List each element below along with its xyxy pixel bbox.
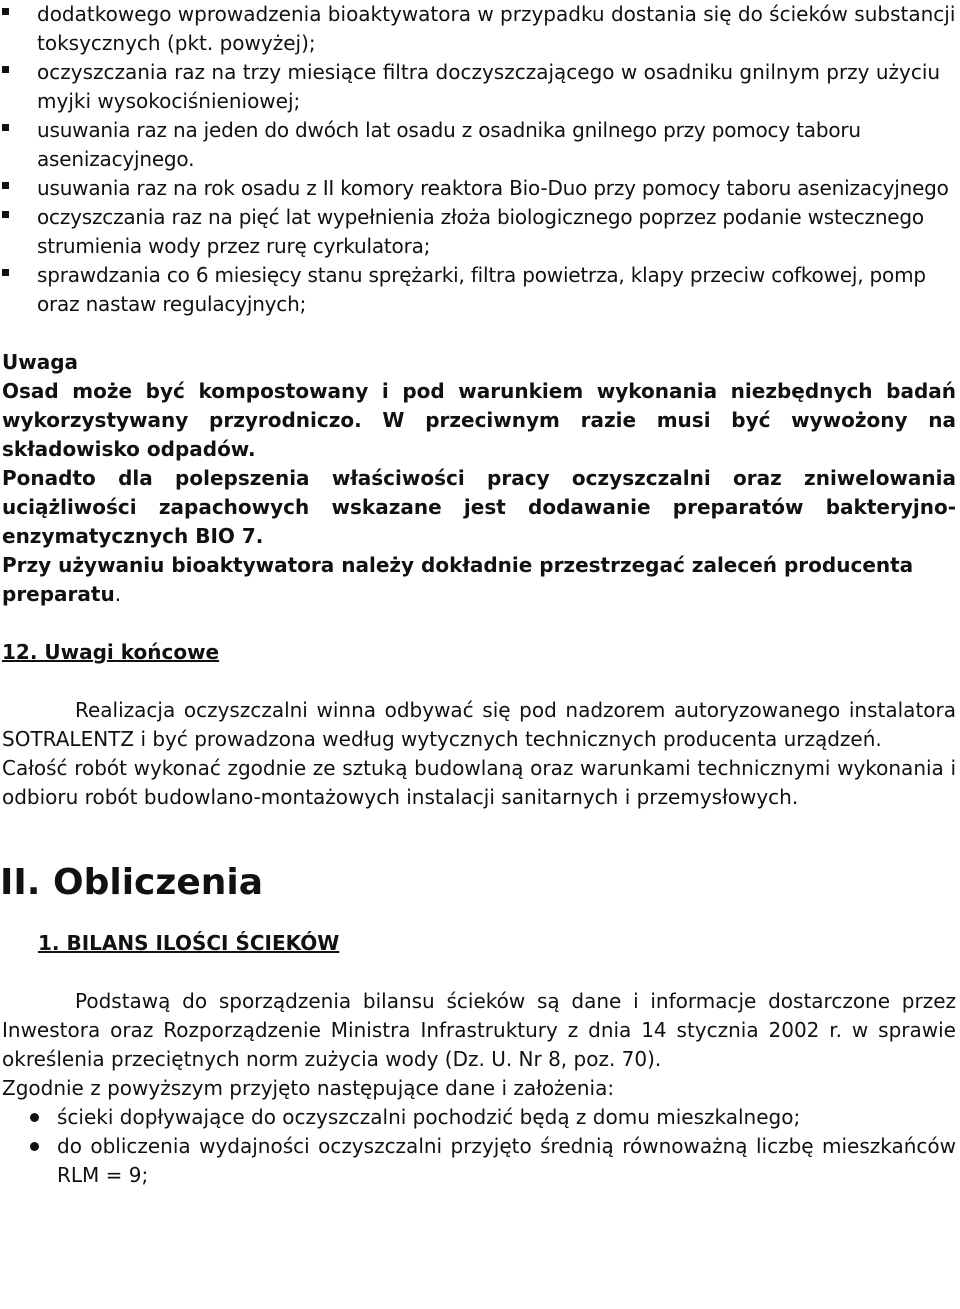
square-bullet-icon [2, 182, 9, 189]
assumptions-list [0, 1103, 960, 1190]
uwaga-paragraph-bioactivator: Przy używaniu bioaktywatora należy dokładnie przestrzegać zaleceń producenta preparatu. [2, 553, 914, 606]
square-bullet-icon [2, 66, 9, 73]
square-bullet-icon [2, 8, 9, 15]
list-item: do obliczenia wydajności oczyszczalni przyjęto średnią równoważną liczbę mieszkańców RLM = 9; [0, 1132, 960, 1190]
list-item: ścieki dopływające do oczyszczalni pochodzić będą z domu mieszkalnego; [0, 1103, 960, 1132]
section-12-heading: 12. Uwagi końcowe [2, 640, 220, 664]
list-item: usuwania raz na rok osadu z II komory reaktora Bio-Duo przy pomocy taboru asenizacyjnego [0, 174, 960, 203]
uwaga-paragraph-compost: Osad może być kompostowany i pod warunkiem wykonania niezbędnych badań wykorzystywany przyrodniczo. W przeciwnym razie musi być wywożony na składowisko odpadów. [2, 379, 956, 461]
list-item: dodatkowego wprowadzenia bioaktywatora w przypadku dostania się do ścieków substancji toksycznych (pkt. powyżej); [0, 0, 960, 58]
square-bullet-icon [2, 124, 9, 131]
balance-basis-paragraph: Podstawą do sporządzenia bilansu ścieków są dane i informacje dostarczone przez Inwestora oraz Rozporządzenie Ministra Infrastruktury z dnia 14 stycznia 2002 r. w sprawie określenia przeciętnych norm zużycia wody (Dz. U. Nr 8, poz. 70). [2, 989, 956, 1071]
part-2-heading: II. Obliczenia [0, 862, 264, 903]
round-bullet-icon [30, 1142, 39, 1151]
section-12-paragraph-works: Całość robót wykonać zgodnie ze sztuką budowlaną oraz warunkami technicznymi wykonania i odbioru robót budowlano-montażowych instalacji sanitarnych i przemysłowych. [2, 756, 956, 809]
assumptions-intro: Zgodnie z powyższym przyjęto następujące dane i założenia: [2, 1076, 615, 1100]
uwaga-title: Uwaga [2, 350, 79, 374]
list-item: oczyszczania raz na trzy miesiące filtra doczyszczającego w osadniku gnilnym przy użyciu myjki wysokociśnieniowej; [0, 58, 960, 116]
uwaga-paragraph-bio7: Ponadto dla polepszenia właściwości pracy oczyszczalni oraz zniwelowania uciążliwości zapachowych wskazane jest dodawanie preparatów bakteryjno-enzymatycznych BIO 7. [2, 466, 956, 548]
maintenance-list [0, 0, 960, 319]
section-12-paragraph-supervision: Realizacja oczyszczalni winna odbywać się pod nadzorem autoryzowanego instalatora SOTRALENTZ i być prowadzona według wytycznych technicznych producenta urządzeń. [2, 698, 956, 751]
square-bullet-icon [2, 269, 9, 276]
square-bullet-icon [2, 211, 9, 218]
round-bullet-icon [30, 1113, 39, 1122]
list-item: oczyszczania raz na pięć lat wypełnienia złoża biologicznego poprzez podanie wstecznego strumienia wody przez rurę cyrkulatora; [0, 203, 960, 261]
list-item: usuwania raz na jeden do dwóch lat osadu z osadnika gnilnego przy pomocy taboru asenizacyjnego. [0, 116, 960, 174]
sewage-balance-heading: 1. BILANS ILOŚCI ŚCIEKÓW [38, 931, 340, 955]
list-item: sprawdzania co 6 miesięcy stanu sprężarki, filtra powietrza, klapy przeciw cofkowej, pomp oraz nastaw regulacyjnych; [0, 261, 960, 319]
